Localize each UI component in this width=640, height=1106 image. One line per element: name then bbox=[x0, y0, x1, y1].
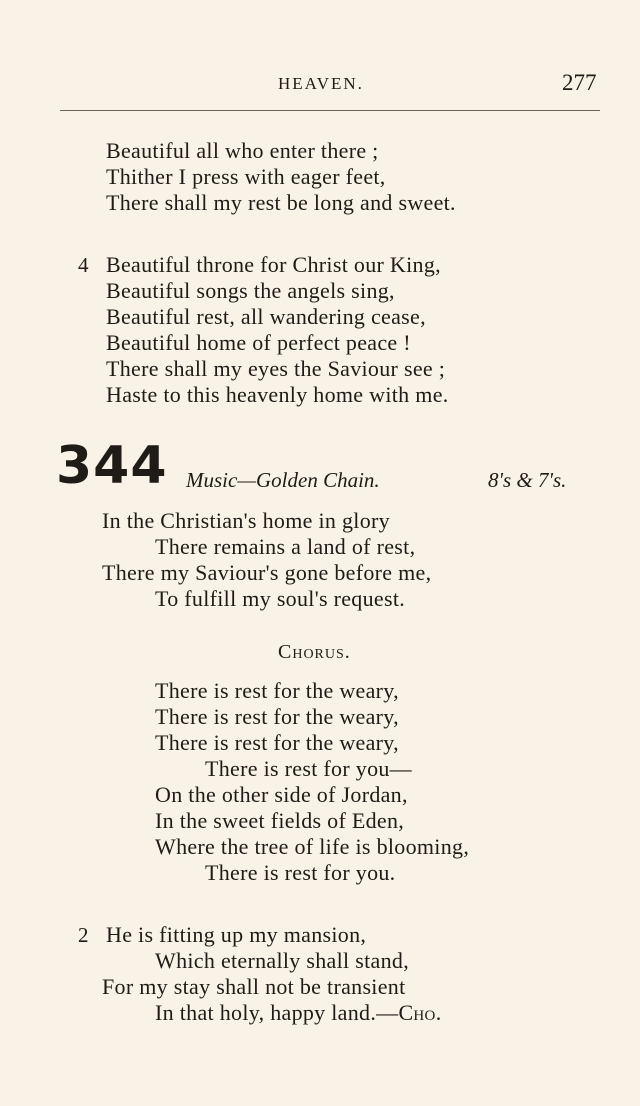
chorus-line-4: There is rest for you— bbox=[205, 756, 412, 781]
verse4-line-2: Beautiful songs the angels sing, bbox=[106, 278, 395, 303]
chorus-line-5: On the other side of Jordan, bbox=[155, 782, 408, 807]
chorus-line-6: In the sweet fields of Eden, bbox=[155, 808, 405, 833]
verse1-line-3: There my Saviour's gone before me, bbox=[102, 560, 432, 585]
verse3-line-3: There shall my rest be long and sweet. bbox=[106, 190, 456, 215]
verse3-line-2: Thither I press with eager feet, bbox=[106, 164, 386, 189]
chorus-heading: Chorus. bbox=[278, 641, 351, 663]
tune-name: Music—Golden Chain. bbox=[186, 468, 380, 492]
page-number: 277 bbox=[562, 70, 597, 95]
verse4-line-6: Haste to this heavenly home with me. bbox=[106, 382, 449, 407]
running-title: HEAVEN. bbox=[278, 74, 364, 93]
verse2-line-1: He is fitting up my mansion, bbox=[106, 922, 367, 947]
verse4-line-5: There shall my eyes the Saviour see ; bbox=[106, 356, 446, 381]
chorus-line-3: There is rest for the weary, bbox=[155, 730, 399, 755]
verse4-line-4: Beautiful home of perfect peace ! bbox=[106, 330, 411, 355]
chorus-line-8: There is rest for you. bbox=[205, 860, 396, 885]
verse2-number: 2 bbox=[78, 923, 89, 947]
verse2-line-4-text: In that holy, happy land.— bbox=[155, 1000, 399, 1025]
verse1-line-1: In the Christian's home in glory bbox=[102, 508, 390, 533]
chorus-line-2: There is rest for the weary, bbox=[155, 704, 399, 729]
verse2-line-2: Which eternally shall stand, bbox=[155, 948, 409, 973]
verse2-line-4 bbox=[155, 1000, 442, 1026]
chorus-line-7: Where the tree of life is blooming, bbox=[155, 834, 470, 859]
chorus-line-1: There is rest for the weary, bbox=[155, 678, 399, 703]
verse4-number: 4 bbox=[78, 253, 89, 277]
verse2-line-3: For my stay shall not be transient bbox=[102, 974, 406, 999]
verse4-line-1: Beautiful throne for Christ our King, bbox=[106, 252, 441, 277]
hymn-number: 344 bbox=[56, 436, 168, 496]
page-header bbox=[0, 70, 640, 104]
verse1-line-2: There remains a land of rest, bbox=[155, 534, 416, 559]
verse1-line-4: To fulfill my soul's request. bbox=[155, 586, 406, 611]
verse3-line-1: Beautiful all who enter there ; bbox=[106, 138, 379, 163]
meter: 8's & 7's. bbox=[488, 468, 567, 492]
header-rule bbox=[60, 110, 600, 111]
chorus-marker: Cho. bbox=[398, 1000, 442, 1025]
verse4-line-3: Beautiful rest, all wandering cease, bbox=[106, 304, 426, 329]
